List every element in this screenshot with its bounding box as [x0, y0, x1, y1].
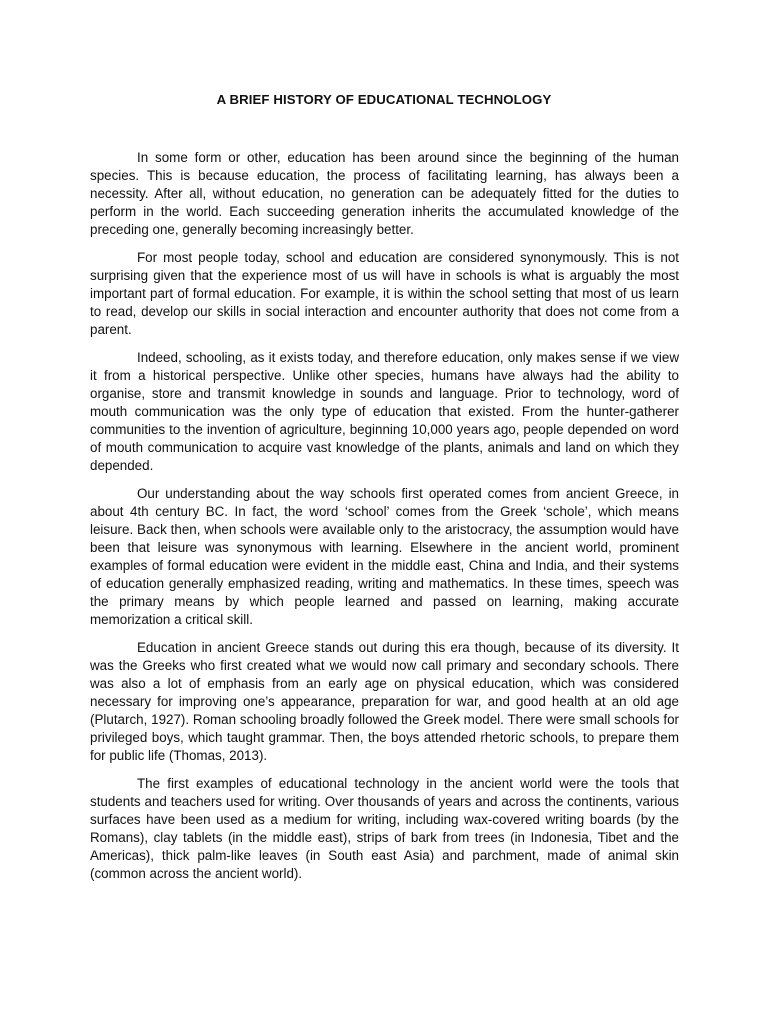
paragraph-1: In some form or other, education has been around since the beginning of the human species. This is because education, the process of facilitating learning, has always been a necessity. After all, without education, no generation can be adequately fitted for the duties to perform in the world. Each succeeding generation inherits the accumulated knowledge of the preceding one, generally becoming increasingly better.	[90, 150, 679, 237]
paragraph-6: The first examples of educational technology in the ancient world were the tools that students and teachers used for writing. Over thousands of years and across the continents, various surfaces have been used as a medium for writing, including wax-covered writing boards (by the Romans), clay tablets (in the middle east), strips of bark from trees (in Indonesia, Tibet and the Americas), thick palm-like leaves (in South east Asia) and parchment, made of animal skin (common across the ancient world).	[90, 776, 679, 881]
paragraph-2: For most people today, school and education are considered synonymously. This is not surprising given that the experience most of us will have in schools is what is arguably the most important part of formal education. For example, it is within the school setting that most of us learn to read, develop our skills in social interaction and encounter authority that does not come from a parent.	[90, 250, 679, 337]
paragraph-5: Education in ancient Greece stands out during this era though, because of its diversity. It was the Greeks who first created what we would now call primary and secondary schools. There was also a lot of emphasis from an early age on physical education, which was considered necessary for improving one’s appearance, preparation for war, and good health at an old age (Plutarch, 1927). Roman schooling broadly followed the Greek model. There were small schools for privileged boys, which taught grammar. Then, the boys attended rhetoric schools, to prepare them for public life (Thomas, 2013).	[90, 640, 679, 763]
paragraph-3: Indeed, schooling, as it exists today, and therefore education, only makes sense if we view it from a historical perspective. Unlike other species, humans have always had the ability to organise, store and transmit knowledge in sounds and language. Prior to technology, word of mouth communication was the only type of education that existed. From the hunter-gatherer communities to the invention of agriculture, beginning 10,000 years ago, people depended on word of mouth communication to acquire vast knowledge of the plants, animals and land on which they depended.	[90, 350, 679, 473]
paragraph-4: Our understanding about the way schools first operated comes from ancient Greece, in about 4th century BC. In fact, the word ‘school’ comes from the Greek ‘schole’, which means leisure. Back then, when schools were available only to the aristocracy, the assumption would have been that leisure was synonymous with learning. Elsewhere in the ancient world, prominent examples of formal education were evident in the middle east, China and India, and their systems of education generally emphasized reading, writing and mathematics. In these times, speech was the primary means by which people learned and passed on learning, making accurate memorization a critical skill.	[90, 486, 679, 627]
document-title: A BRIEF HISTORY OF EDUCATIONAL TECHNOLOGY	[216, 92, 552, 107]
document-body	[90, 149, 679, 893]
